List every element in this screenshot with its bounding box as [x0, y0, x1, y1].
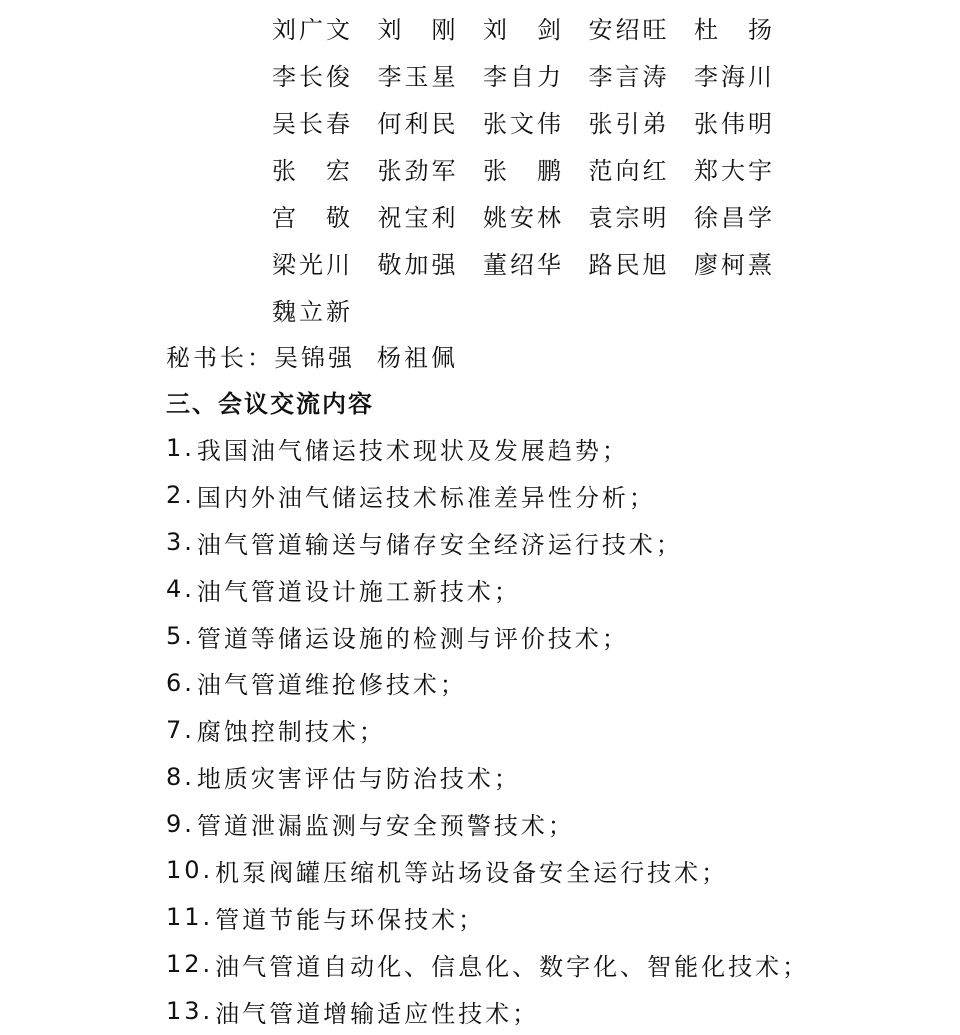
member-name: 何利民 [377, 110, 459, 138]
member-name: 李海川 [694, 63, 775, 91]
topic-text: 地质灾害评估与防治技术； [196, 765, 521, 794]
member-name: 张引弟 [588, 110, 670, 138]
member-row [272, 286, 800, 333]
topic-number: 9. [166, 809, 195, 838]
member-name: 董绍华 [483, 251, 564, 279]
member-name: 祝宝利 [377, 204, 459, 232]
topic-text: 腐蚀控制技术； [196, 718, 386, 747]
member-row [272, 51, 800, 98]
topic-text: 油气管道增输适应性技术； [215, 999, 540, 1028]
topic-text: 油气管道自动化、信息化、数字化、智能化技术； [215, 952, 810, 981]
topic-text: 管道节能与环保技术； [215, 905, 486, 934]
member-name: 李言涛 [588, 63, 670, 91]
topic-item [166, 753, 809, 800]
member-row [272, 145, 800, 192]
member-name: 刘 剑 [483, 16, 564, 44]
topic-text: 我国油气储运技术现状及发展趋势； [196, 436, 629, 465]
member-name: 袁宗明 [588, 204, 670, 232]
member-name: 敬加强 [377, 251, 459, 279]
member-name: 刘 刚 [377, 16, 459, 44]
member-row [272, 98, 800, 145]
member-name: 安绍旺 [588, 16, 670, 44]
topic-list [166, 425, 809, 1035]
topic-number: 6. [166, 668, 195, 697]
member-name: 张 宏 [272, 157, 353, 185]
member-name: 廖柯熹 [694, 251, 775, 279]
member-name: 张 鹏 [483, 157, 564, 185]
member-name: 杜 扬 [694, 16, 775, 44]
topic-item [166, 519, 809, 566]
topic-number: 4. [166, 575, 195, 604]
topic-item [166, 566, 809, 613]
topic-number: 2. [166, 481, 195, 510]
member-name: 路民旭 [588, 251, 670, 279]
member-name: 吴长春 [272, 110, 353, 138]
member-name: 李玉星 [377, 63, 459, 91]
topic-number: 5. [166, 622, 195, 650]
topic-text: 机泵阀罐压缩机等站场设备安全运行技术； [215, 858, 729, 887]
topic-number: 8. [166, 762, 195, 791]
topic-number: 11. [166, 903, 214, 932]
topic-item [166, 472, 809, 519]
secretary-name: 杨祖佩 [377, 344, 458, 372]
member-row [272, 239, 800, 286]
topic-number: 7. [166, 715, 195, 744]
topic-item [166, 425, 809, 472]
member-name-list [272, 4, 800, 333]
topic-text: 国内外油气储运技术标准差异性分析； [196, 483, 656, 512]
secretary-name: 吴锦强 [274, 344, 355, 372]
member-name: 郑大宇 [694, 157, 775, 185]
topic-item [166, 659, 809, 706]
member-name: 李长俊 [272, 63, 353, 91]
topic-number: 1. [166, 434, 195, 463]
topic-number: 3. [166, 528, 195, 557]
topic-text: 管道泄漏监测与安全预警技术； [196, 812, 575, 841]
member-row [272, 192, 800, 239]
member-name: 宫 敬 [272, 204, 353, 232]
topic-text: 油气管道输送与储存安全经济运行技术； [196, 530, 683, 559]
section-heading: 三、会议交流内容 [166, 390, 374, 418]
member-name: 张文伟 [483, 110, 564, 138]
topic-text: 管道等储运设施的检测与评价技术； [196, 624, 629, 653]
secretary-general-line [166, 332, 458, 379]
member-name: 梁光川 [272, 251, 353, 279]
topic-item [166, 613, 809, 660]
topic-item [166, 800, 809, 847]
topic-item [166, 894, 809, 941]
topic-number: 13. [166, 997, 214, 1026]
member-name: 刘广文 [272, 16, 353, 44]
topic-number: 12. [166, 950, 214, 979]
member-name: 姚安林 [483, 204, 564, 232]
member-name: 徐昌学 [694, 204, 775, 232]
member-name: 张劲军 [377, 157, 459, 185]
topic-number: 10. [166, 856, 214, 885]
member-row [272, 4, 800, 51]
member-name: 张伟明 [694, 110, 775, 138]
topic-text: 油气管道设计施工新技术； [196, 577, 521, 606]
member-name: 李自力 [483, 63, 564, 91]
member-name: 范向红 [588, 157, 670, 185]
topic-item [166, 941, 809, 988]
topic-item [166, 847, 809, 894]
topic-text: 油气管道维抢修技术； [196, 671, 467, 700]
secretary-label: 秘书长： [166, 344, 274, 372]
topic-item [166, 706, 809, 753]
member-name: 魏立新 [272, 298, 353, 326]
topic-item [166, 988, 809, 1035]
